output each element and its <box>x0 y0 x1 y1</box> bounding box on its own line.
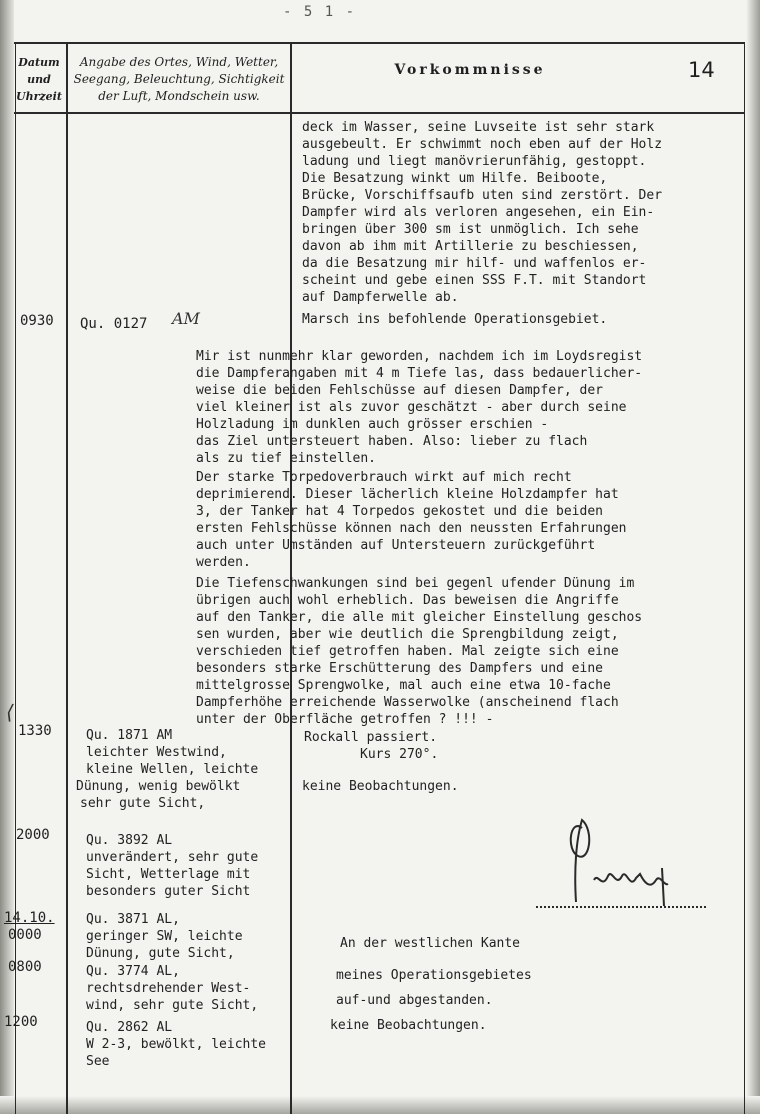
entry-position-line: See <box>86 1054 110 1069</box>
intro-line: Brücke, Vorschiffsaufb uten sind zerstört. Der <box>302 188 663 203</box>
entry-position-line: kleine Wellen, leichte <box>86 762 259 777</box>
entry-position-line: rechtsdrehender West- <box>86 981 251 996</box>
entry-position-line: W 2-3, bewölkt, leichte <box>86 1037 267 1052</box>
entry-position-line: Dünung, wenig bewölkt <box>76 779 241 794</box>
paragraph-line: werden. <box>196 555 251 570</box>
intro-line: auf Dampferwelle ab. <box>302 290 459 305</box>
column-rule-datum <box>66 42 68 1114</box>
entry-event: Marsch ins befohlende Operationsgebiet. <box>302 312 608 327</box>
column-rule-left <box>15 42 16 1114</box>
paragraph-line: das Ziel untersteuert haben. Also: lieber zu flach <box>196 434 588 449</box>
paragraph-line: übrigen auch wohl erheblich. Das beweisen die Angriffe <box>196 593 619 608</box>
entry-position-line: leichter Westwind, <box>86 745 227 760</box>
entry-position-line: Qu. 3892 AL <box>86 833 173 848</box>
intro-line: scheint und gebe einen SSS F.T. mit Standort <box>302 273 647 288</box>
entry-event-line: Rockall passiert. <box>304 730 438 745</box>
paragraph-line: verschieden tief getroffen haben. Mal zeigte sich eine <box>196 644 619 659</box>
paragraph-line: Die Tiefenschwankungen sind bei gegenl ufender Dünung im <box>196 576 635 591</box>
entry-position: Qu. 0127 <box>80 316 148 332</box>
header-top-rule <box>14 42 744 44</box>
paragraph-line: auf den Tanker, die alle mit gleicher Einstellung geschos <box>196 610 643 625</box>
paragraph-line: weise die beiden Fehlschüsse auf diesen Dampfer, der <box>196 383 603 398</box>
paragraph-line: als zu tief einstellen. <box>196 451 377 466</box>
entry-position-line: sehr gute Sicht, <box>80 796 206 811</box>
header-angabe-line: der Luft, Mondschein usw. <box>98 89 260 103</box>
intro-line: bringen über 300 sm ist unmöglich. Ich sehe <box>302 222 639 237</box>
entry-time: 0000 <box>8 927 42 943</box>
margin-mark-icon: ⟨ <box>6 700 14 724</box>
paragraph-line: unter der Oberfläche getroffen ? !!! - <box>196 712 494 727</box>
intro-line: deck im Wasser, seine Luvseite ist sehr stark <box>302 120 655 135</box>
entry-event-line: auf-und abgestanden. <box>336 993 493 1008</box>
header-datum <box>14 54 64 105</box>
signature-dotted-line <box>536 906 706 908</box>
entry-position-line: Qu. 3871 AL, <box>86 912 180 927</box>
column-rule-right <box>744 42 745 1114</box>
intro-line: ladung und liegt manövrierunfähig, gestoppt. <box>302 154 647 169</box>
scan-bottom-edge <box>0 1096 760 1114</box>
paragraph-line: ersten Fehlschüsse können nach den neussten Erfahrungen <box>196 521 627 536</box>
entry-event-line: Kurs 270°. <box>360 747 439 762</box>
entry-position-line: geringer SW, leichte <box>86 929 243 944</box>
header-angabe <box>72 54 286 105</box>
entry-position-line: Dünung, gute Sicht, <box>86 946 235 961</box>
intro-line: Dampfer wird als verloren angesehen, ein Ein- <box>302 205 655 220</box>
header-datum-line: Datum <box>18 56 60 69</box>
entry-time: 0800 <box>8 959 42 975</box>
paragraph-line: mittelgrosse Sprengwolke, mal auch eine etwa 10-fache <box>196 678 611 693</box>
signature-mark <box>560 810 710 910</box>
header-angabe-line: Angabe des Ortes, Wind, Wetter, <box>79 55 279 69</box>
entry-position-line: wind, sehr gute Sicht, <box>86 998 259 1013</box>
entry-position-handwritten: AM <box>172 309 200 328</box>
paragraph-line: Holzladung im dunklen auch grösser erschien - <box>196 417 549 432</box>
entry-position-line: Qu. 1871 AM <box>86 728 173 743</box>
paragraph-line: deprimierend. Dieser lächerlich kleine Holzdampfer hat <box>196 487 619 502</box>
entry-position-line: Sicht, Wetterlage mit <box>86 867 251 882</box>
paragraph-line: sen wurden, aber wie deutlich die Sprengbildung zeigt, <box>196 627 619 642</box>
intro-line: Die Besatzung winkt um Hilfe. Beiboote, <box>302 171 608 186</box>
paragraph-line: besonders starke Erschütterung des Dampfers und eine <box>196 661 603 676</box>
entry-event: keine Beobachtungen. <box>330 1018 487 1033</box>
paragraph-line: die Dampferangaben mit 4 m Tiefe las, dass bedauerlicher- <box>196 366 643 381</box>
paragraph-line: Der starke Torpedoverbrauch wirkt auf mich recht <box>196 470 572 485</box>
entry-position-line: besonders guter Sicht <box>86 884 251 899</box>
paragraph-line: Mir ist nunmehr klar geworden, nachdem ich im Loydsregist <box>196 349 643 364</box>
entry-observation: keine Beobachtungen. <box>302 779 459 794</box>
entry-time: 2000 <box>16 827 50 843</box>
intro-line: davon ab ihm mit Artillerie zu beschiessen, <box>302 239 639 254</box>
entry-date: 14.10. <box>4 910 55 926</box>
entry-position-line: Qu. 2862 AL <box>86 1020 173 1035</box>
header-datum-line: und <box>27 73 51 86</box>
scan-left-edge <box>0 0 14 1114</box>
intro-line: da die Besatzung mir hilf- und waffenlos er- <box>302 256 647 271</box>
entry-time: 1330 <box>18 723 52 739</box>
page-number: 14 <box>688 58 715 82</box>
paragraph-line: Dampferhöhe erreichende Wasserwolke (anscheinend flach <box>196 695 619 710</box>
top-page-number: - 5 1 - <box>283 4 357 20</box>
header-angabe-line: Seegang, Beleuchtung, Sichtigkeit <box>73 72 285 86</box>
entry-event: An der westlichen Kante <box>340 936 521 951</box>
entry-time: 1200 <box>4 1014 38 1030</box>
scan-right-edge <box>746 0 760 1114</box>
paragraph-line: viel kleiner ist als zuvor geschätzt - aber durch seine <box>196 400 627 415</box>
header-bottom-rule <box>14 112 744 114</box>
entry-position-line: Qu. 3774 AL, <box>86 964 180 979</box>
paragraph-line: 3, der Tanker hat 4 Torpedos gekostet und die beiden <box>196 504 603 519</box>
entry-time: 0930 <box>20 313 54 329</box>
intro-line: ausgebeult. Er schwimmt noch eben auf der Holz <box>302 137 663 152</box>
header-vorkommnisse: Vorkommnisse <box>394 62 546 78</box>
entry-position-line: unverändert, sehr gute <box>86 850 259 865</box>
header-datum-line: Uhrzeit <box>16 90 62 103</box>
entry-event-line: meines Operationsgebietes <box>336 968 532 983</box>
paragraph-line: auch unter Umständen auf Untersteuern zurückgeführt <box>196 538 596 553</box>
